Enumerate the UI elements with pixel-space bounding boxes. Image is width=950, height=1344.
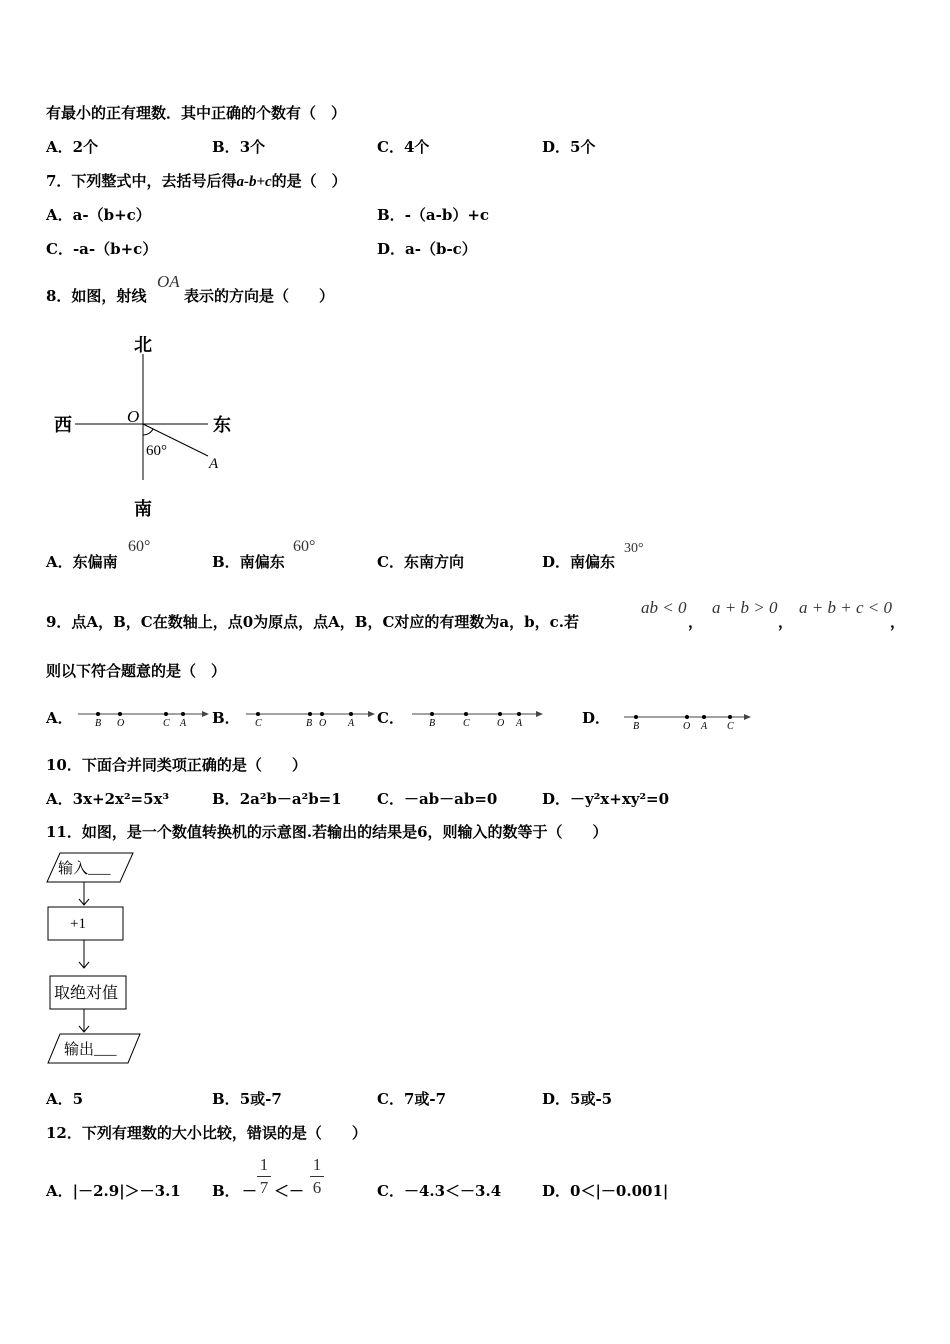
q10-option-a: A．3x+2x²=5x³ <box>46 790 170 808</box>
q9-comma-3: ， <box>890 613 906 631</box>
q9-option-d-numberline <box>622 708 762 732</box>
label-o: O <box>117 718 125 729</box>
absolute-value-label: 取绝对值 <box>54 985 119 1002</box>
q8-option-a: A．东偏南 <box>46 553 118 571</box>
q6-option-d: D．5个 <box>542 138 596 156</box>
q9-condition-2: a + b > 0 <box>712 598 778 617</box>
conversion-machine-flowchart <box>40 850 190 1070</box>
point-o <box>685 715 689 719</box>
q8-option-d-degree: 30° <box>624 541 644 556</box>
q7-option-a: A．a-（b+c） <box>46 206 151 224</box>
label-a: A <box>701 721 708 732</box>
q8-option-d: D．南偏东 <box>542 553 616 571</box>
numerator: 1 <box>259 1155 269 1174</box>
label-west: 西 <box>54 415 72 435</box>
q7-stem: 7．下列整式中，去括号后得a-b+c的是（ ） <box>46 172 347 190</box>
compass-figure <box>50 332 250 522</box>
fraction-one-seventh <box>257 1156 271 1197</box>
label-c: C <box>255 718 262 729</box>
point-c <box>256 712 260 716</box>
q12-option-d: D．0＜|－0.001| <box>542 1182 669 1200</box>
q7-option-b: B．-（a-b）+c <box>377 206 490 224</box>
q9-option-c-numberline <box>410 705 560 729</box>
q11-option-a: A．5 <box>46 1090 84 1108</box>
denominator: 6 <box>312 1178 322 1197</box>
q6-option-a: A．2个 <box>46 138 99 156</box>
q9-stem-2: 则以下符合题意的是（ ） <box>46 662 227 680</box>
q8-stem-a: 8．如图，射线 <box>46 287 147 305</box>
q8-option-c: C．东南方向 <box>377 553 464 571</box>
q8-option-b: B．南偏东 <box>212 553 285 571</box>
point-o <box>320 712 324 716</box>
point-a <box>181 712 185 716</box>
label-c: C <box>727 721 734 732</box>
q7-option-c: C．-a-（b+c） <box>46 240 158 258</box>
output-label: 输出___ <box>64 1042 117 1058</box>
point-c <box>164 712 168 716</box>
point-c <box>464 712 468 716</box>
q6-stem-tail: 有最小的正有理数．其中正确的个数有（ ） <box>46 104 347 122</box>
q7-option-d: D．a-（b-c） <box>377 240 477 258</box>
q8-stem-b: 表示的方向是（ ） <box>184 287 335 305</box>
label-c: C <box>463 718 470 729</box>
q9-comma-1: ， <box>688 613 704 631</box>
q9-condition-1: ab < 0 <box>641 598 687 617</box>
q12-option-b-comparator: ＜－ <box>274 1182 305 1200</box>
label-o: O <box>319 718 327 729</box>
q11-option-b: B．5或-7 <box>212 1090 282 1108</box>
point-a <box>517 712 521 716</box>
q9-comma-2: ， <box>778 613 794 631</box>
label-b: B <box>306 718 313 729</box>
label-b: B <box>429 718 436 729</box>
point-b <box>634 715 638 719</box>
label-south: 南 <box>134 499 152 519</box>
q12-stem: 12．下列有理数的大小比较，错误的是（ ） <box>46 1124 367 1142</box>
plus-one-label: +1 <box>70 916 86 932</box>
q8-ray-name: OA <box>157 272 180 291</box>
q10-option-b: B．2a²b－a²b=1 <box>212 790 342 808</box>
label-c: C <box>163 718 170 729</box>
label-o: O <box>497 718 505 729</box>
q9-option-a-letter: A． <box>46 709 73 727</box>
denominator: 7 <box>259 1178 269 1197</box>
q6-option-b: B．3个 <box>212 138 266 156</box>
point-a <box>349 712 353 716</box>
q8-option-b-degree: 60° <box>293 538 316 555</box>
point-b <box>430 712 434 716</box>
point-c <box>728 715 732 719</box>
label-b: B <box>633 721 640 732</box>
q11-option-d: D．5或-5 <box>542 1090 613 1108</box>
q9-option-c-letter: C． <box>377 709 404 727</box>
q9-option-d-letter: D． <box>582 709 611 727</box>
q12-option-c: C．－4.3＜－3.4 <box>377 1182 502 1200</box>
label-o: O <box>683 721 691 732</box>
input-label: 输入___ <box>58 861 111 877</box>
q11-option-c: C．7或-7 <box>377 1090 447 1108</box>
point-o <box>118 712 122 716</box>
label-a: A <box>348 718 355 729</box>
q9-condition-3: a + b + c < 0 <box>799 598 892 617</box>
q8-option-a-degree: 60° <box>128 538 151 555</box>
label-b: B <box>95 718 102 729</box>
q9-stem: 9．点A，B，C在数轴上，点0为原点，点A，B，C对应的有理数为a，b，c.若 <box>46 613 579 631</box>
label-angle: 60° <box>146 443 167 459</box>
label-a: A <box>516 718 523 729</box>
point-a <box>702 715 706 719</box>
numerator: 1 <box>312 1155 322 1174</box>
q12-option-b-minus: － <box>242 1182 258 1200</box>
q12-option-b-letter: B． <box>212 1182 240 1200</box>
q9-option-a-numberline <box>76 705 216 729</box>
q9-option-b-letter: B． <box>212 709 240 727</box>
angle-arc <box>143 429 153 435</box>
label-east: 东 <box>213 415 231 435</box>
label-a: A <box>180 718 187 729</box>
label-point-a: A <box>209 456 219 472</box>
label-origin: O <box>127 407 140 426</box>
q12-option-a: A．|－2.9|＞－3.1 <box>46 1182 181 1200</box>
point-b <box>96 712 100 716</box>
q11-stem: 11．如图，是一个数值转换机的示意图.若输出的结果是6，则输入的数等于（ ） <box>46 823 608 841</box>
q10-stem: 10．下面合并同类项正确的是（ ） <box>46 756 307 774</box>
fraction-one-sixth <box>310 1156 324 1197</box>
q10-option-d: D．－y²x+xy²=0 <box>542 790 670 808</box>
q10-option-c: C．－ab－ab=0 <box>377 790 498 808</box>
point-b <box>308 712 312 716</box>
q9-option-b-numberline <box>244 705 384 729</box>
label-north: 北 <box>134 335 152 355</box>
point-o <box>498 712 502 716</box>
q6-option-c: C．4个 <box>377 138 430 156</box>
